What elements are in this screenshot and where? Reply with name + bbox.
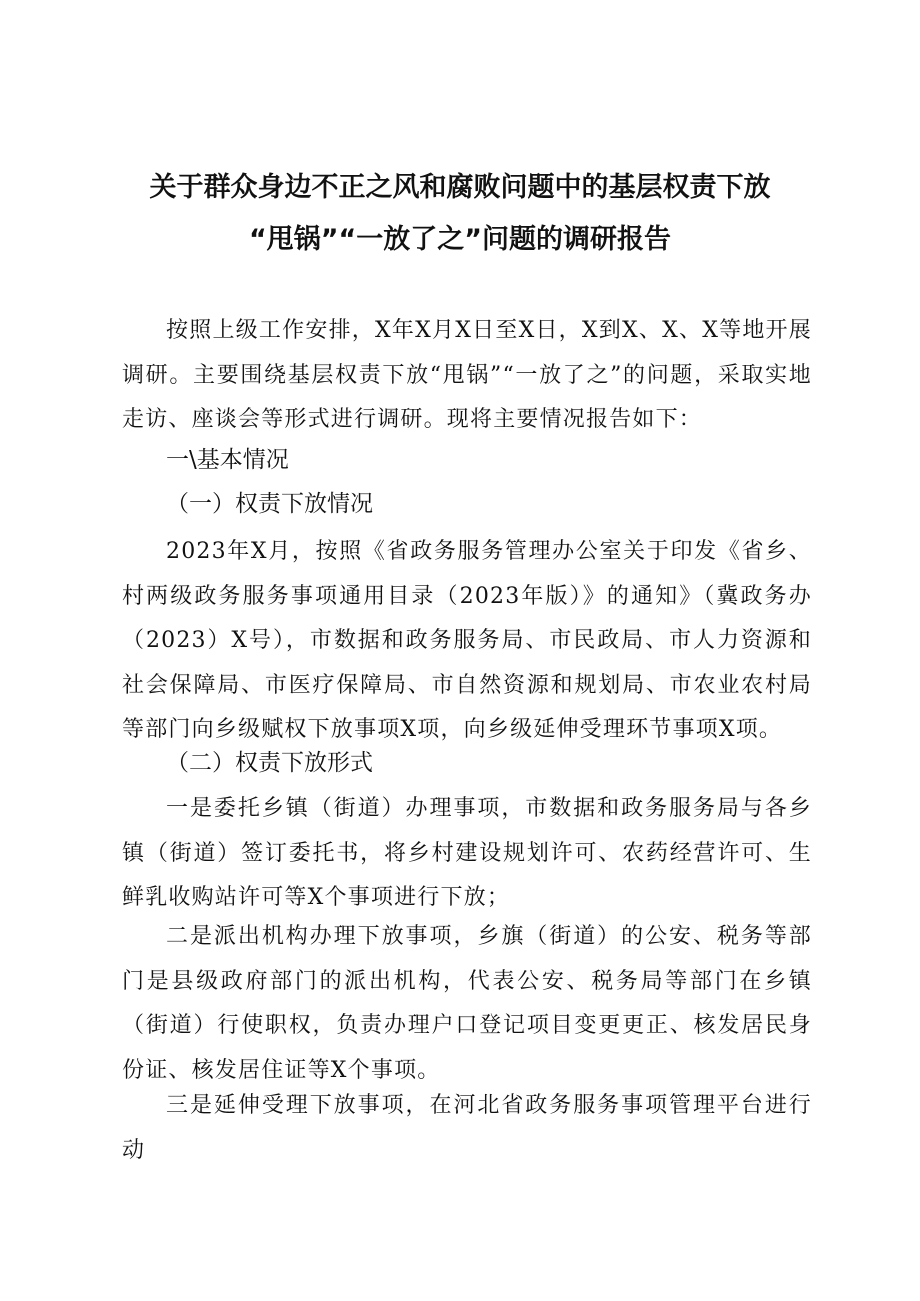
form-paragraph-extended-acceptance: 三是延伸受理下放事项，在河北省政务服务事项管理平台进行动 xyxy=(122,1093,812,1163)
delegation-situation-paragraph: 2023年X月，按照《省政务服务管理办公室关于印发《省乡、村两级政务服务事项通用目录（2023年版）》的通知》（冀政务办（2023）X号），市数据和政务服务局、市民政局、市人力资源和社会保障局、市医疗保障局、市自然资源和规划局、市农业农村局等部门向乡级赋权下放事项X项，向乡级延伸受理环节事项X项。 xyxy=(122,539,812,742)
form-paragraph-entrusted: 一是委托乡镇（街道）办理事项，市数据和政务服务局与各乡镇（街道）签订委托书，将乡村建设规划许可、农药经营许可、生鲜乳收购站许可等X个事项进行下放； xyxy=(122,796,812,910)
subsection-heading-delegation-forms: （二）权责下放形式 xyxy=(166,750,373,776)
form-paragraph-dispatched-agency: 二是派出机构办理下放事项，乡旗（街道）的公安、税务等部门是县级政府部门的派出机构，代表公安、税务局等部门在乡镇（街道）行使职权，负责办理户口登记项目变更更正、核发居民身份证、核发居住证等X个事项。 xyxy=(122,924,812,1083)
document-title-line-1: 关于群众身边不正之风和腐败问题中的基层权责下放 xyxy=(149,172,771,203)
subsection-heading-delegation-situation: （一）权责下放情况 xyxy=(166,491,373,517)
section-heading-basic-situation: 一\基本情况 xyxy=(166,447,289,473)
intro-paragraph: 按照上级工作安排，X年X月X日至X日，X到X、X、X等地开展调研。主要围绕基层权责下放“甩锅”“一放了之”的问题，采取实地走访、座谈会等形式进行调研。现将主要情况报告如下： xyxy=(122,318,812,432)
document-title-line-2: “甩锅”“一放了之”问题的调研报告 xyxy=(249,224,671,255)
